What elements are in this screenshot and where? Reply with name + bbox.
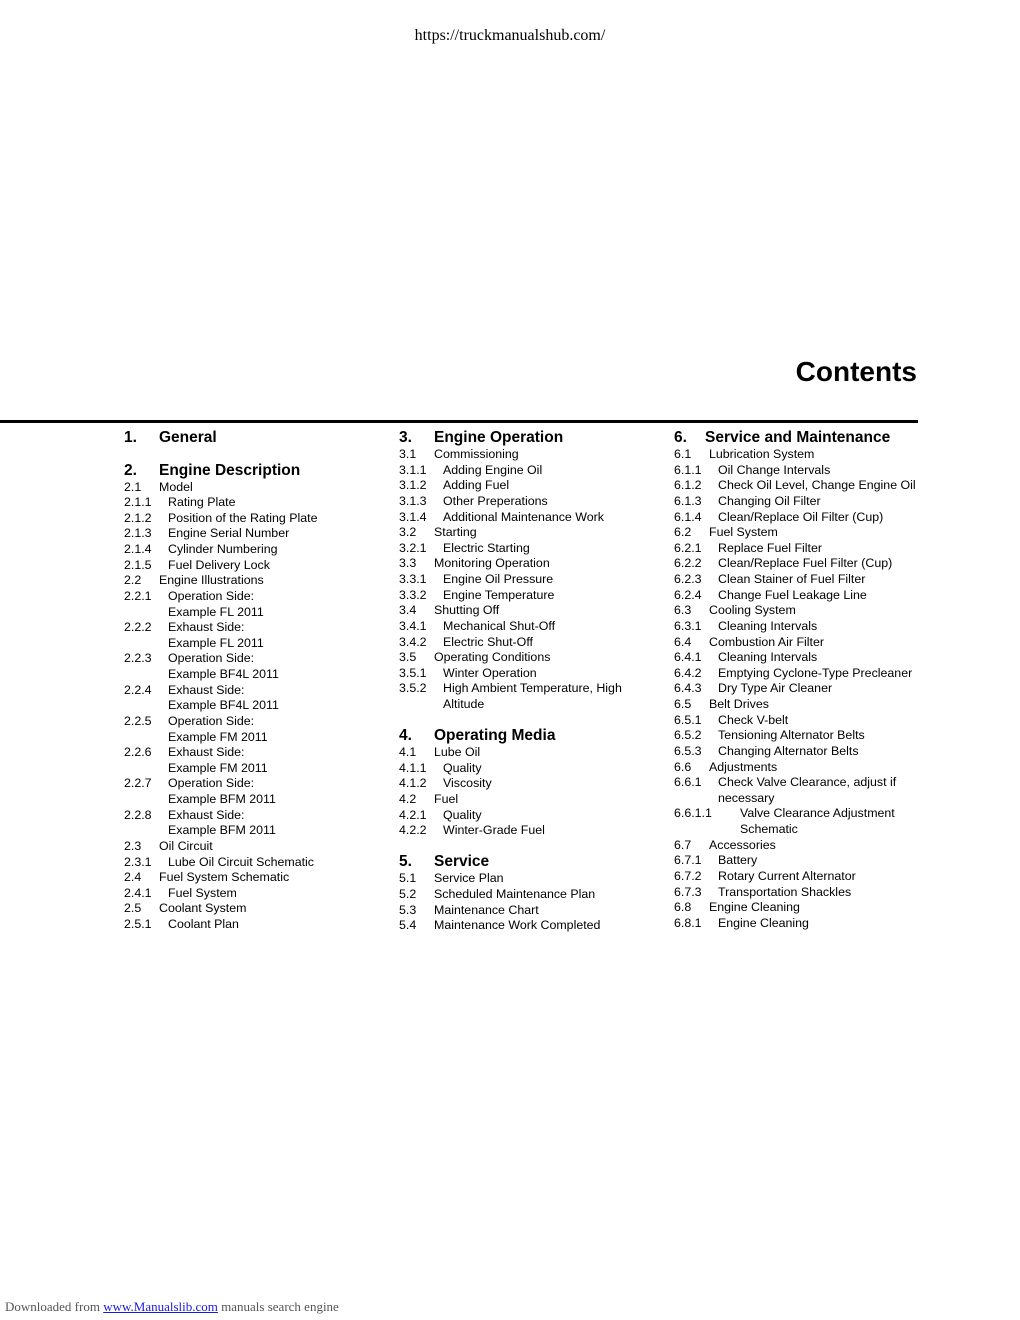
toc-entry[interactable] bbox=[674, 760, 934, 776]
toc-entry-number: 4. bbox=[399, 727, 412, 745]
toc-entry-number: 2.2.4 bbox=[124, 682, 152, 697]
toc-entry-number: 6.1 bbox=[674, 447, 692, 461]
toc-entry[interactable] bbox=[399, 541, 669, 557]
toc-entry[interactable] bbox=[124, 823, 394, 839]
toc-entry[interactable] bbox=[674, 494, 934, 510]
toc-section-heading[interactable] bbox=[399, 852, 669, 871]
toc-entry[interactable] bbox=[124, 714, 394, 730]
toc-entry[interactable] bbox=[399, 447, 669, 463]
toc-entry-title: Cylinder Numbering bbox=[168, 542, 278, 556]
toc-entry-title: Engine Cleaning bbox=[718, 915, 809, 930]
toc-entry-title: Example BFM 2011 bbox=[168, 792, 276, 806]
toc-entry-number: 2.4 bbox=[124, 870, 142, 885]
toc-entry[interactable] bbox=[124, 573, 394, 589]
toc-entry-number: 6.8 bbox=[674, 900, 692, 915]
toc-entry-title: Rating Plate bbox=[168, 495, 236, 510]
toc-entry-title: Example FM 2011 bbox=[168, 760, 268, 775]
toc-entry-number: 2. bbox=[124, 461, 137, 479]
toc-entry-title: Maintenance Chart bbox=[434, 902, 539, 917]
toc-entry-number: 3.3.1 bbox=[399, 572, 427, 586]
spacer bbox=[399, 839, 669, 853]
toc-entry-number: 6.4.1 bbox=[674, 650, 702, 665]
toc-entry-title: Fuel System bbox=[168, 885, 237, 900]
toc-entry[interactable] bbox=[399, 635, 669, 651]
toc-entry-title: Winter-Grade Fuel bbox=[443, 823, 545, 838]
toc-section-heading[interactable] bbox=[399, 726, 669, 745]
toc-entry-title: Electric Starting bbox=[443, 540, 530, 555]
toc-entry-title: Engine Operation bbox=[434, 429, 564, 446]
toc-entry-title: Fuel bbox=[434, 792, 459, 806]
toc-entry-title: Example BF4L 2011 bbox=[168, 698, 279, 713]
toc-entry-number: 6.1.1 bbox=[674, 462, 702, 477]
toc-entry[interactable] bbox=[124, 558, 394, 574]
toc-entry-number: 5.1 bbox=[399, 871, 417, 886]
toc-entry-title: Example BF4L 2011 bbox=[168, 667, 279, 681]
toc-entry-number: 2.1 bbox=[124, 479, 142, 494]
toc-entry-number: 6.6.1.1 bbox=[674, 806, 712, 821]
toc-entry[interactable] bbox=[399, 525, 669, 541]
toc-entry[interactable] bbox=[674, 572, 934, 588]
toc-entry[interactable] bbox=[674, 822, 934, 838]
toc-entry-number: 3.2.1 bbox=[399, 540, 427, 555]
toc-entry-title: Fuel System Schematic bbox=[159, 870, 290, 885]
toc-entry-number: 4.2.1 bbox=[399, 807, 427, 822]
toc-entry-title: Changing Alternator Belts bbox=[718, 743, 859, 758]
toc-entry-number: 3.1.3 bbox=[399, 493, 427, 508]
toc-entry-number: 6.7 bbox=[674, 837, 692, 852]
toc-entry-title: Shutting Off bbox=[434, 603, 500, 618]
toc-entry-title: Example BFM 2011 bbox=[168, 823, 276, 838]
toc-entry-title: Electric Shut-Off bbox=[443, 634, 533, 649]
toc-entry[interactable] bbox=[399, 666, 669, 682]
toc-entry-title: Lubrication System bbox=[709, 447, 815, 461]
toc-entry-title: Other Preperations bbox=[443, 493, 548, 508]
toc-entry-number: 2.4.1 bbox=[124, 885, 152, 900]
toc-entry[interactable] bbox=[399, 761, 669, 777]
toc-entry-number: 2.2.2 bbox=[124, 620, 152, 635]
toc-entry-title: Scheduled Maintenance Plan bbox=[434, 887, 596, 901]
title-divider bbox=[0, 420, 918, 423]
toc-entry-number: 2.2.8 bbox=[124, 807, 152, 822]
toc-entry-number: 3.5 bbox=[399, 650, 417, 665]
toc-entry-number: 4.1.1 bbox=[399, 760, 427, 775]
toc-entry-title: Transportation Shackles bbox=[718, 884, 852, 899]
toc-entry-title: Mechanical Shut-Off bbox=[443, 618, 556, 633]
toc-entry-title: Coolant Plan bbox=[168, 917, 239, 931]
toc-entry-title: Winter Operation bbox=[443, 665, 537, 680]
toc-entry-title: Check Valve Clearance, adjust if bbox=[718, 775, 897, 790]
toc-entry-number: 5.4 bbox=[399, 918, 417, 933]
toc-entry-number: 2.2.3 bbox=[124, 651, 152, 666]
toc-entry-title: Lube Oil bbox=[434, 745, 481, 760]
toc-entry-title: Engine Oil Pressure bbox=[443, 572, 554, 586]
toc-entry[interactable] bbox=[399, 808, 669, 824]
toc-entry-title: Cleaning Intervals bbox=[718, 618, 818, 633]
toc-entry[interactable] bbox=[124, 636, 394, 652]
toc-entry[interactable] bbox=[399, 697, 669, 713]
toc-entry-title: Operating Conditions bbox=[434, 650, 551, 665]
toc-entry-title: Monitoring Operation bbox=[434, 556, 550, 571]
toc-entry[interactable] bbox=[674, 869, 934, 885]
toc-entry-number: 5. bbox=[399, 853, 412, 871]
toc-entry-number: 6.3.1 bbox=[674, 618, 702, 633]
toc-entry-number: 3.3.2 bbox=[399, 587, 427, 602]
toc-entry[interactable] bbox=[674, 588, 934, 604]
toc-entry[interactable] bbox=[124, 839, 394, 855]
toc-entry-title: Combustion Air Filter bbox=[709, 634, 824, 649]
toc-entry[interactable] bbox=[124, 792, 394, 808]
toc-entry-number: 6.7.2 bbox=[674, 868, 702, 883]
toc-entry[interactable] bbox=[674, 916, 934, 932]
toc-entry[interactable] bbox=[399, 887, 669, 903]
toc-entry[interactable] bbox=[674, 650, 934, 666]
toc-entry-title: Valve Clearance Adjustment bbox=[740, 806, 895, 821]
toc-entry[interactable] bbox=[674, 775, 934, 791]
toc-entry[interactable] bbox=[674, 713, 934, 729]
toc-entry-title: necessary bbox=[718, 790, 775, 805]
toc-section-heading[interactable] bbox=[674, 428, 934, 447]
toc-entry[interactable] bbox=[674, 681, 934, 697]
toc-entry[interactable] bbox=[674, 603, 934, 619]
toc-entry[interactable] bbox=[399, 776, 669, 792]
toc-entry[interactable] bbox=[124, 698, 394, 714]
toc-entry-number: 2.1.1 bbox=[124, 495, 152, 510]
toc-entry-number: 4.2 bbox=[399, 792, 417, 806]
toc-entry-title: Position of the Rating Plate bbox=[168, 510, 318, 525]
toc-entry-number: 3.3 bbox=[399, 556, 417, 571]
toc-column-3 bbox=[674, 428, 934, 931]
toc-entry-title: Model bbox=[159, 479, 193, 494]
toc-entry-title: Operation Side: bbox=[168, 776, 255, 791]
toc-entry-title: Example FM 2011 bbox=[168, 729, 268, 744]
toc-entry[interactable] bbox=[674, 478, 934, 494]
footer-link[interactable]: www.Manualslib.com bbox=[103, 1299, 218, 1314]
toc-entry-number: 2.2.5 bbox=[124, 713, 152, 728]
toc-entry-title: Operation Side: bbox=[168, 713, 255, 728]
toc-entry[interactable] bbox=[674, 885, 934, 901]
toc-entry-number: 2.1.3 bbox=[124, 526, 152, 541]
toc-entry-number: 6.2 bbox=[674, 525, 692, 540]
toc-entry-title: Change Fuel Leakage Line bbox=[718, 587, 867, 602]
toc-entry[interactable] bbox=[124, 526, 394, 542]
toc-entry[interactable] bbox=[124, 651, 394, 667]
toc-section-heading[interactable] bbox=[124, 428, 394, 447]
toc-entry-title: Example FL 2011 bbox=[168, 604, 264, 619]
toc-entry-title: Commissioning bbox=[434, 447, 519, 461]
toc-entry[interactable] bbox=[399, 650, 669, 666]
toc-entry[interactable] bbox=[124, 901, 394, 917]
toc-entry-number: 3.4.1 bbox=[399, 618, 427, 633]
toc-entry[interactable] bbox=[399, 556, 669, 572]
toc-entry-number: 6.6 bbox=[674, 759, 692, 774]
toc-entry[interactable] bbox=[399, 478, 669, 494]
toc-entry[interactable] bbox=[399, 603, 669, 619]
toc-entry-title: Replace Fuel Filter bbox=[718, 540, 822, 555]
toc-entry[interactable] bbox=[674, 853, 934, 869]
toc-entry[interactable] bbox=[399, 745, 669, 761]
toc-entry-number: 1. bbox=[124, 429, 137, 446]
toc-entry-title: Belt Drives bbox=[709, 697, 769, 711]
toc-entry[interactable] bbox=[399, 823, 669, 839]
toc-entry[interactable] bbox=[674, 635, 934, 651]
toc-entry-title: Schematic bbox=[740, 822, 798, 836]
header-url: https://truckmanualshub.com/ bbox=[414, 27, 606, 44]
toc-entry[interactable] bbox=[124, 495, 394, 511]
toc-entry[interactable] bbox=[124, 855, 394, 871]
toc-entry-title: Altitude bbox=[443, 697, 485, 711]
toc-section-heading[interactable] bbox=[399, 428, 669, 447]
toc-entry-title: Clean/Replace Fuel Filter (Cup) bbox=[718, 556, 893, 571]
toc-entry-title: Cleaning Intervals bbox=[718, 650, 818, 665]
toc-entry[interactable] bbox=[674, 900, 934, 916]
toc-entry[interactable] bbox=[124, 542, 394, 558]
toc-entry[interactable] bbox=[124, 745, 394, 761]
toc-entry-number: 3. bbox=[399, 429, 412, 446]
toc-entry[interactable] bbox=[674, 666, 934, 682]
toc-entry[interactable] bbox=[674, 838, 934, 854]
toc-entry-title: Adding Engine Oil bbox=[443, 462, 543, 477]
toc-entry-number: 3.1 bbox=[399, 447, 417, 461]
toc-entry-title: Exhaust Side: bbox=[168, 745, 245, 760]
toc-entry-number: 2.1.5 bbox=[124, 557, 152, 572]
toc-entry-number: 2.5 bbox=[124, 901, 142, 916]
toc-entry-title: Exhaust Side: bbox=[168, 682, 245, 697]
toc-entry-title: Viscosity bbox=[443, 776, 492, 791]
toc-column-1 bbox=[124, 428, 394, 933]
footer-suffix: manuals search engine bbox=[221, 1299, 339, 1314]
toc-entry-title: Exhaust Side: bbox=[168, 807, 245, 822]
toc-entry-title: Rotary Current Alternator bbox=[718, 868, 856, 883]
toc-entry[interactable] bbox=[399, 510, 669, 526]
toc-entry[interactable] bbox=[399, 494, 669, 510]
toc-entry-number: 4.1.2 bbox=[399, 776, 427, 791]
toc-entry-title: Example FL 2011 bbox=[168, 635, 264, 650]
toc-entry-number: 5.2 bbox=[399, 887, 417, 901]
toc-entry-number: 2.3.1 bbox=[124, 854, 152, 869]
toc-entry-number: 6.7.1 bbox=[674, 853, 702, 868]
toc-entry-title: Service Plan bbox=[434, 871, 504, 886]
toc-entry-title: Check V-belt bbox=[718, 712, 789, 727]
toc-entry-title: Clean Stainer of Fuel Filter bbox=[718, 572, 866, 586]
toc-entry-title: Changing Oil Filter bbox=[718, 493, 821, 508]
toc-entry-number: 6.2.4 bbox=[674, 587, 702, 602]
toc-entry-title: Engine Illustrations bbox=[159, 573, 264, 588]
toc-entry[interactable] bbox=[124, 886, 394, 902]
spacer bbox=[124, 447, 394, 461]
toc-entry-number: 6.8.1 bbox=[674, 915, 702, 930]
toc-entry[interactable] bbox=[124, 620, 394, 636]
toc-entry-number: 3.4.2 bbox=[399, 634, 427, 649]
toc-entry[interactable] bbox=[399, 792, 669, 808]
toc-entry-number: 3.1.2 bbox=[399, 478, 427, 493]
toc-entry-title: Adding Fuel bbox=[443, 478, 510, 493]
toc-entry[interactable] bbox=[674, 463, 934, 479]
toc-entry[interactable] bbox=[399, 918, 669, 934]
toc-entry-number: 5.3 bbox=[399, 902, 417, 917]
toc-entry-title: Maintenance Work Completed bbox=[434, 918, 601, 933]
toc-entry-title: Clean/Replace Oil Filter (Cup) bbox=[718, 509, 884, 524]
toc-entry[interactable] bbox=[674, 791, 934, 807]
page-title: Contents bbox=[795, 356, 917, 387]
toc-entry-title: Engine Temperature bbox=[443, 587, 555, 602]
toc-entry[interactable] bbox=[399, 463, 669, 479]
toc-entry-title: Engine Cleaning bbox=[709, 900, 800, 915]
toc-entry-number: 2.2.7 bbox=[124, 776, 152, 791]
toc-entry-title: Emptying Cyclone-Type Precleaner bbox=[718, 665, 913, 680]
toc-entry[interactable] bbox=[124, 808, 394, 824]
toc-entry[interactable] bbox=[124, 683, 394, 699]
toc-entry-title: Coolant System bbox=[159, 901, 247, 916]
toc-entry[interactable] bbox=[124, 667, 394, 683]
toc-entry-title: High Ambient Temperature, High bbox=[443, 681, 622, 696]
toc-entry[interactable] bbox=[399, 903, 669, 919]
toc-entry-number: 6.5.3 bbox=[674, 743, 702, 758]
toc-entry-number: 3.2 bbox=[399, 525, 417, 540]
toc-entry-title: Service bbox=[434, 853, 490, 871]
toc-entry[interactable] bbox=[399, 619, 669, 635]
toc-entry-title: Quality bbox=[443, 807, 482, 822]
toc-entry[interactable] bbox=[124, 761, 394, 777]
toc-entry-number: 2.1.4 bbox=[124, 542, 152, 556]
toc-entry[interactable] bbox=[124, 480, 394, 496]
toc-entry-title: Fuel Delivery Lock bbox=[168, 557, 270, 572]
toc-entry-number: 6.1.2 bbox=[674, 478, 702, 493]
spacer bbox=[399, 713, 669, 727]
toc-entry[interactable] bbox=[674, 556, 934, 572]
toc-entry-title: Check Oil Level, Change Engine Oil bbox=[718, 478, 916, 493]
footer-prefix: Downloaded from bbox=[5, 1299, 100, 1314]
toc-entry[interactable] bbox=[124, 870, 394, 886]
toc-entry-title: Fuel System bbox=[709, 525, 778, 540]
toc-entry-number: 2.3 bbox=[124, 838, 142, 853]
toc-entry-number: 3.1.4 bbox=[399, 509, 427, 524]
toc-entry-title: General bbox=[159, 429, 217, 446]
toc-entry[interactable] bbox=[674, 619, 934, 635]
toc-entry-number: 4.1 bbox=[399, 745, 417, 760]
toc-entry-number: 6.4 bbox=[674, 634, 692, 649]
toc-entry-number: 2.2.1 bbox=[124, 588, 152, 603]
toc-entry-number: 6.4.3 bbox=[674, 681, 702, 696]
toc-entry-title: Tensioning Alternator Belts bbox=[718, 728, 865, 743]
toc-entry-number: 3.5.1 bbox=[399, 665, 427, 680]
toc-entry-title: Oil Circuit bbox=[159, 838, 213, 853]
toc-entry[interactable] bbox=[674, 806, 934, 822]
toc-entry-number: 2.5.1 bbox=[124, 917, 152, 931]
toc-entry-number: 6.2.3 bbox=[674, 572, 702, 586]
toc-entry-number: 6.5.1 bbox=[674, 712, 702, 727]
toc-entry-number: 6.1.4 bbox=[674, 509, 702, 524]
toc-entry[interactable] bbox=[124, 776, 394, 792]
toc-entry-title: Quality bbox=[443, 760, 482, 775]
toc-entry-number: 3.4 bbox=[399, 603, 417, 618]
toc-entry[interactable] bbox=[674, 697, 934, 713]
toc-entry[interactable] bbox=[124, 589, 394, 605]
toc-entry-title: Accessories bbox=[709, 837, 776, 852]
toc-entry-number: 6.3 bbox=[674, 603, 692, 618]
toc-entry-title: Adjustments bbox=[709, 759, 778, 774]
toc-entry-title: Operation Side: bbox=[168, 588, 255, 603]
toc-entry-number: 6.2.2 bbox=[674, 556, 702, 571]
toc-entry-title: Lube Oil Circuit Schematic bbox=[168, 854, 314, 869]
toc-entry[interactable] bbox=[674, 510, 934, 526]
toc-entry[interactable] bbox=[124, 917, 394, 933]
toc-entry-title: Operation Side: bbox=[168, 651, 255, 666]
toc-entry[interactable] bbox=[124, 511, 394, 527]
toc-entry-number: 6.7.3 bbox=[674, 884, 702, 899]
toc-entry-title: Operating Media bbox=[434, 727, 556, 745]
toc-entry-title: Engine Description bbox=[159, 461, 301, 479]
toc-entry[interactable] bbox=[674, 728, 934, 744]
toc-entry[interactable] bbox=[399, 572, 669, 588]
toc-entry-number: 6.4.2 bbox=[674, 665, 702, 680]
toc-entry-number: 6.6.1 bbox=[674, 775, 702, 790]
toc-entry-number: 6.1.3 bbox=[674, 493, 702, 508]
toc-entry-title: Battery bbox=[718, 853, 758, 868]
toc-entry[interactable] bbox=[124, 605, 394, 621]
toc-entry-number: 6.2.1 bbox=[674, 540, 702, 555]
toc-entry-number: 6. bbox=[674, 429, 687, 446]
toc-entry[interactable] bbox=[399, 681, 669, 697]
toc-entry-number: 4.2.2 bbox=[399, 823, 427, 838]
toc-entry-title: Engine Serial Number bbox=[168, 526, 290, 541]
toc-entry[interactable] bbox=[124, 730, 394, 746]
toc-entry-number: 2.2.6 bbox=[124, 745, 152, 760]
toc-entry-title: Additional Maintenance Work bbox=[443, 509, 604, 524]
toc-entry-number: 2.1.2 bbox=[124, 510, 152, 525]
toc-entry[interactable] bbox=[674, 744, 934, 760]
toc-entry-number: 2.2 bbox=[124, 573, 142, 588]
toc-entry-title: Service and Maintenance bbox=[705, 429, 891, 446]
toc-entry-title: Cooling System bbox=[709, 603, 796, 618]
toc-entry-title: Exhaust Side: bbox=[168, 620, 245, 635]
toc-entry[interactable] bbox=[674, 447, 934, 463]
toc-section-heading[interactable] bbox=[124, 461, 394, 480]
toc-entry[interactable] bbox=[399, 871, 669, 887]
toc-entry-title: Starting bbox=[434, 525, 477, 540]
toc-entry-number: 6.5 bbox=[674, 697, 692, 711]
toc-entry[interactable] bbox=[674, 525, 934, 541]
toc-entry-number: 3.5.2 bbox=[399, 681, 427, 696]
toc-entry-title: Dry Type Air Cleaner bbox=[718, 681, 833, 696]
toc-entry-title: Oil Change Intervals bbox=[718, 462, 831, 477]
toc-entry[interactable] bbox=[399, 588, 669, 604]
toc-entry-number: 6.5.2 bbox=[674, 728, 702, 743]
toc-entry-number: 3.1.1 bbox=[399, 462, 427, 477]
toc-column-2 bbox=[399, 428, 669, 934]
toc-entry[interactable] bbox=[674, 541, 934, 557]
footer bbox=[5, 1299, 339, 1315]
